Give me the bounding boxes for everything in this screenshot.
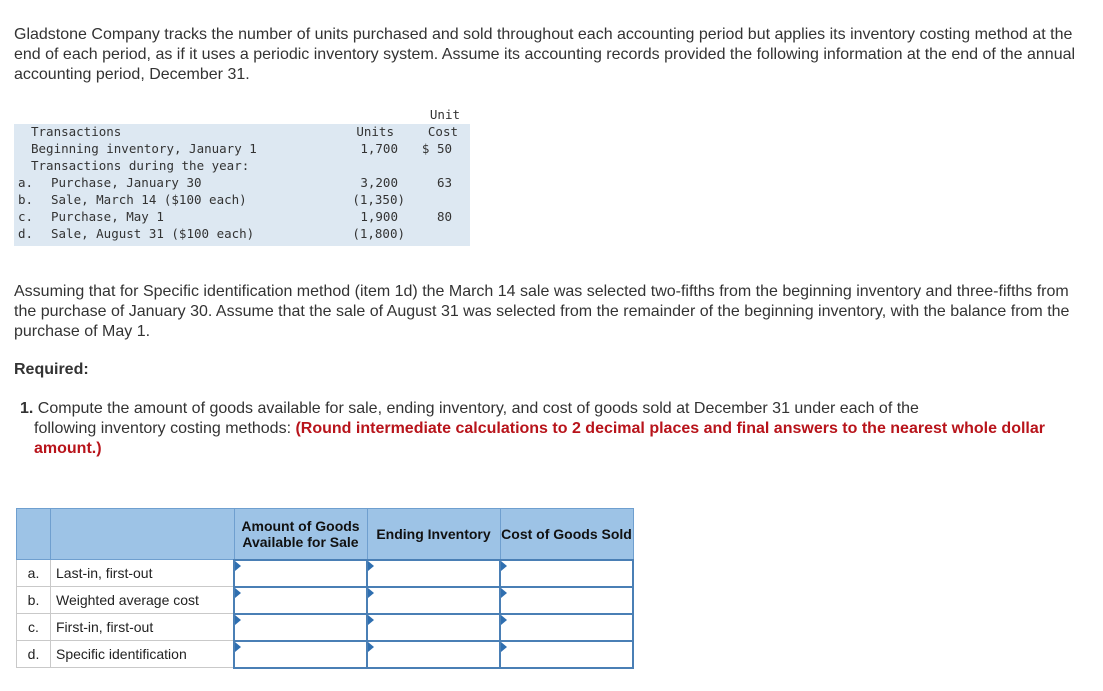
cogs-cell[interactable]	[500, 641, 633, 668]
cogs-input-specific[interactable]	[501, 643, 632, 665]
row-letter: c.	[17, 614, 51, 641]
cogs-cell[interactable]	[500, 587, 633, 614]
item-letter: c.	[18, 209, 34, 224]
item-letter: d.	[18, 226, 34, 241]
beginning-inventory-cost: $ 50	[421, 141, 452, 156]
requirement-text-line1: Compute the amount of goods available for sale, ending inventory, and cost of goods sold at December 31 under each of the	[37, 400, 919, 417]
requirement-text-line2: following inventory costing methods:	[34, 420, 296, 437]
cogs-input-fifo[interactable]	[501, 616, 632, 638]
item-letter: a.	[18, 175, 34, 190]
cogs-input-lifo[interactable]	[501, 562, 632, 584]
table-row	[17, 587, 634, 614]
unit-cost-header-line2: Cost	[427, 124, 458, 139]
header-cogs: Cost of Goods Sold	[500, 509, 633, 560]
answer-table	[16, 508, 634, 669]
ending-inventory-input-fifo[interactable]	[368, 616, 499, 638]
goods-available-input-weighted[interactable]	[235, 589, 366, 611]
ending-inventory-cell[interactable]	[367, 614, 500, 641]
units-header: Units	[356, 124, 394, 139]
item-units: 3,200	[360, 175, 398, 190]
header-goods-available: Amount of Goods Available for Sale	[234, 509, 367, 560]
item-label: Purchase, January 30	[51, 175, 202, 190]
rounding-note: (Round intermediate calculations to 2 decimal places and final answers to the nearest whole dollar amount.)	[34, 420, 1045, 457]
table-row	[17, 614, 634, 641]
unit-cost-header-line1: Unit	[429, 107, 460, 122]
item-cost: 63	[436, 175, 452, 190]
goods-available-input-fifo[interactable]	[235, 616, 366, 638]
beginning-inventory-label: Beginning inventory, January 1	[31, 141, 257, 156]
cogs-cell[interactable]	[500, 560, 633, 587]
item-units: (1,350)	[352, 192, 405, 207]
goods-available-input-lifo[interactable]	[235, 562, 366, 584]
ending-inventory-cell[interactable]	[367, 560, 500, 587]
table-row	[17, 641, 634, 668]
requirement-1	[20, 399, 1090, 459]
row-method: Last-in, first-out	[51, 560, 235, 587]
requirement-number: 1.	[20, 400, 34, 417]
goods-available-cell[interactable]	[234, 641, 367, 668]
item-label: Sale, August 31 ($100 each)	[51, 226, 255, 241]
intro-paragraph: Gladstone Company tracks the number of units purchased and sold throughout each accounting period but applies its inventory costing method at the end of each period, as if it uses a periodic inventory system. Assume its accounting records provided the following information at the end of the annual accounting period, December 31.	[14, 26, 1076, 83]
table-row	[17, 560, 634, 587]
ending-inventory-cell[interactable]	[367, 587, 500, 614]
required-heading: Required:	[14, 361, 89, 378]
item-label: Sale, March 14 ($100 each)	[51, 192, 247, 207]
ending-inventory-input-specific[interactable]	[368, 643, 499, 665]
row-letter: d.	[17, 641, 51, 668]
ending-inventory-cell[interactable]	[367, 641, 500, 668]
goods-available-cell[interactable]	[234, 587, 367, 614]
item-label: Purchase, May 1	[51, 209, 164, 224]
header-blank-method	[51, 509, 235, 560]
goods-available-cell[interactable]	[234, 614, 367, 641]
beginning-inventory-units: 1,700	[360, 141, 398, 156]
item-letter: b.	[18, 192, 34, 207]
header-blank-letter	[17, 509, 51, 560]
assumption-paragraph: Assuming that for Specific identification method (item 1d) the March 14 sale was selected two-fifths from the beginning inventory and three-fifths from the purchase of January 30. Assume that the sale of August 31 was selected from the remainder of the beginning inventory, with the balance from the purchase of May 1.	[14, 283, 1070, 340]
row-letter: a.	[17, 560, 51, 587]
row-method: Specific identification	[51, 641, 235, 668]
requirement-text-continued	[20, 419, 1090, 459]
item-units: (1,800)	[352, 226, 405, 241]
during-year-label: Transactions during the year:	[31, 158, 250, 173]
item-units: 1,900	[360, 209, 398, 224]
goods-available-cell[interactable]	[234, 560, 367, 587]
row-method: Weighted average cost	[51, 587, 235, 614]
cogs-input-weighted[interactable]	[501, 589, 632, 611]
ending-inventory-input-lifo[interactable]	[368, 562, 499, 584]
transactions-table	[14, 104, 470, 246]
row-letter: b.	[17, 587, 51, 614]
row-method: First-in, first-out	[51, 614, 235, 641]
cogs-cell[interactable]	[500, 614, 633, 641]
ending-inventory-input-weighted[interactable]	[368, 589, 499, 611]
transactions-header: Transactions	[31, 124, 122, 139]
header-ending-inventory: Ending Inventory	[367, 509, 500, 560]
goods-available-input-specific[interactable]	[235, 643, 366, 665]
item-cost: 80	[436, 209, 452, 224]
